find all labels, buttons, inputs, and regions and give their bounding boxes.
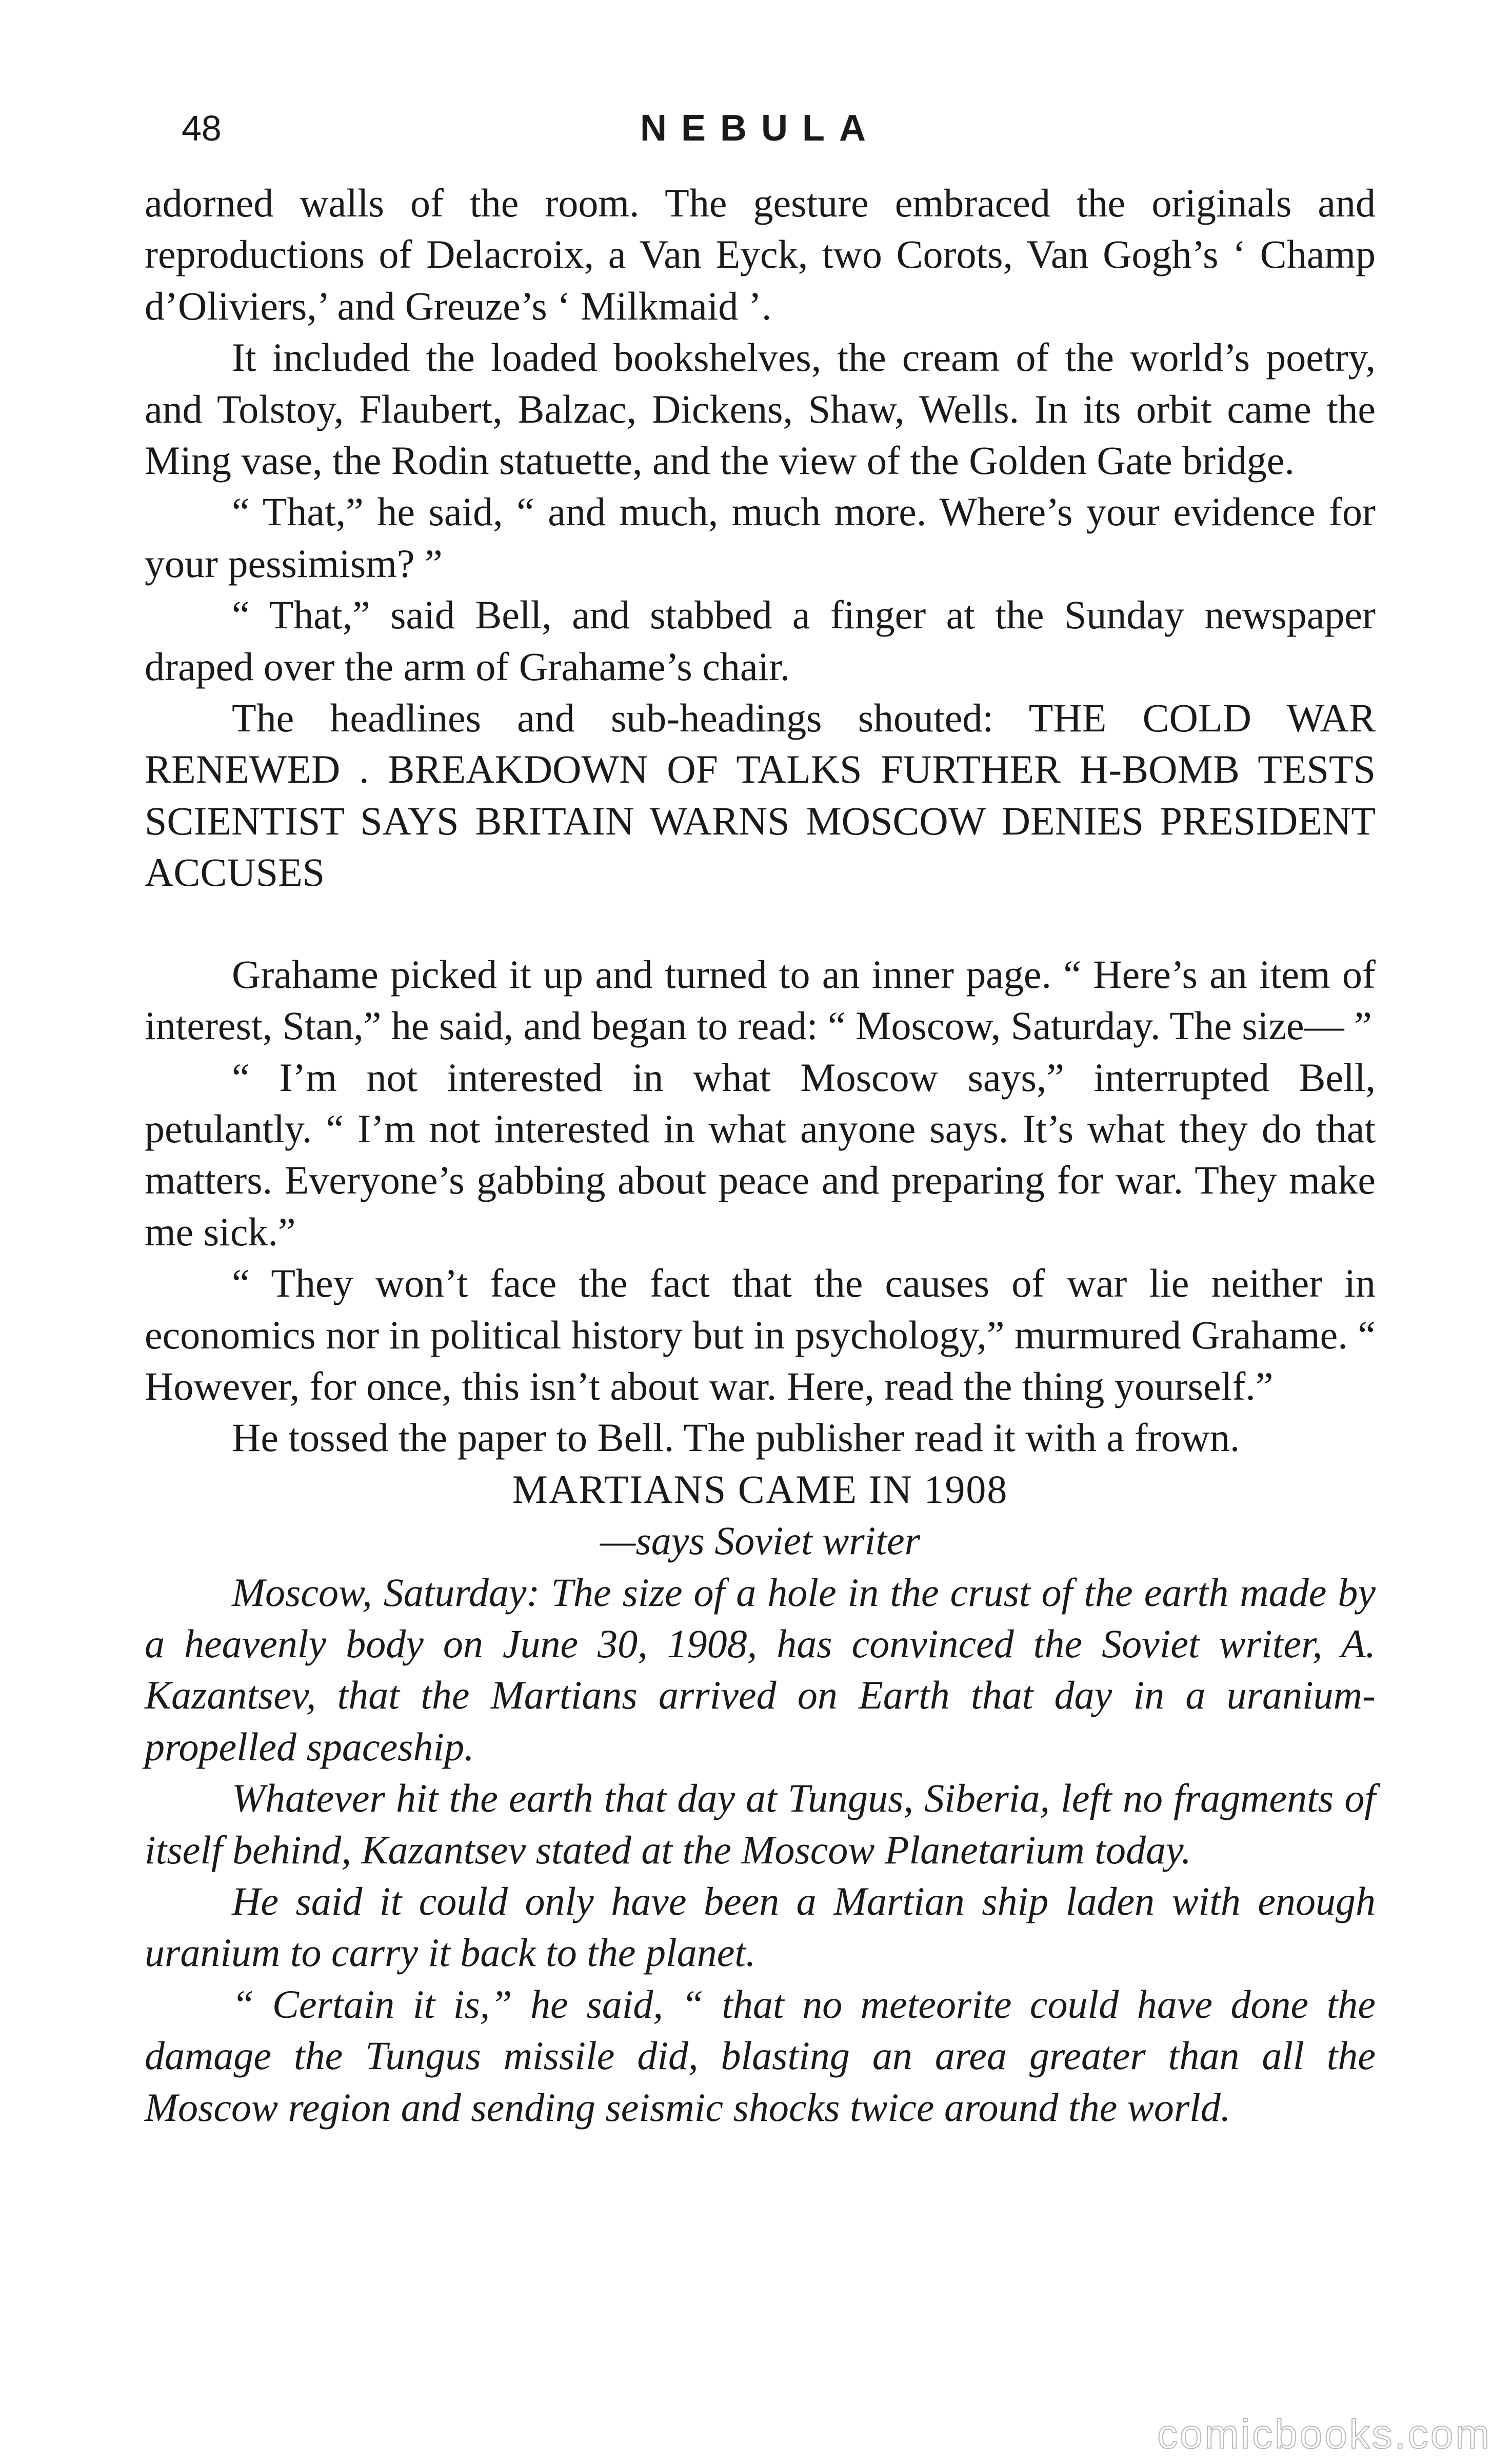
paragraph: “ That,” said Bell, and stabbed a finger at the Sunday newspaper draped over the arm of Grahame’s chair. <box>145 592 1376 689</box>
paragraph: “ That,” he said, “ and much, much more. Where’s your evidence for your pessimism? ” <box>145 489 1376 586</box>
paragraph: It included the loaded bookshelves, the cream of the world’s poetry, and Tolstoy, Flaubert, Balzac, Dickens, Shaw, Wells. In its orbit came the Ming vase, the Rodin statuette, and the view of the Golden Gate bridge. <box>145 335 1376 483</box>
paragraph: “ They won’t face the fact that the causes of war lie neither in economics nor in political history but in psychology,” murmured Grahame. “ However, for once, this isn’t about war. Here, read the thing yourself.” <box>145 1261 1376 1408</box>
article-paragraph: “ Certain it is,” he said, “ that no meteorite could have done the damage the Tungus missile did, blasting an area greater than all the Moscow region and sending seismic shocks twice around the world. <box>145 1981 1376 2130</box>
article-headline: MARTIANS CAME IN 1908 <box>512 1466 1008 1512</box>
newspaper-headlines: The headlines and sub-headings shouted: THE COLD WAR RENEWED . BREAKDOWN OF TALKS FURTHER H-BOMB TESTS SCIENTIST SAYS BRITAIN WARNS MOSCOW DENIES PRESIDENT ACCUSES <box>145 696 1376 895</box>
article-paragraph: He said it could only have been a Martian ship laden with enough uranium to carry it back to the planet. <box>145 1879 1376 1975</box>
running-title: NEBULA <box>640 108 880 149</box>
article-paragraph: Whatever hit the earth that day at Tungus, Siberia, left no fragments of itself behind, Kazantsev stated at the Moscow Planetarium today. <box>145 1776 1376 1872</box>
paragraph: He tossed the paper to Bell. The publisher read it with a frown. <box>232 1415 1240 1460</box>
watermark: comicbooks.com <box>1157 2411 1491 2457</box>
body-text <box>145 177 1376 2133</box>
article-paragraph: Moscow, Saturday: The size of a hole in the crust of the earth made by a heavenly body on June 30, 1908, has convinced the Soviet writer, A. Kazantsev, that the Martians arrived on Earth that day in a uranium-propelled spaceship. <box>145 1570 1376 1769</box>
running-head <box>145 103 1376 159</box>
book-page <box>145 103 1376 2349</box>
article-subheadline: —says Soviet writer <box>600 1518 920 1563</box>
paragraph: adorned walls of the room. The gesture embraced the originals and reproductions of Delacroix, a Van Eyck, two Corots, Van Gogh’s ‘ Champ d’Oliviers,’ and Greuze’s ‘ Milkmaid ’. <box>145 181 1376 328</box>
paragraph: Grahame picked it up and turned to an inner page. “ Here’s an item of interest, Stan,” he said, and began to read: “ Moscow, Saturday. The size— ” <box>145 951 1376 1048</box>
page-number: 48 <box>182 108 222 148</box>
paragraph: “ I’m not interested in what Moscow says,” interrupted Bell, petulantly. “ I’m not interested in what anyone says. It’s what they do that matters. Everyone’s gabbing about peace and preparing for war. They make me sick.” <box>145 1055 1376 1254</box>
